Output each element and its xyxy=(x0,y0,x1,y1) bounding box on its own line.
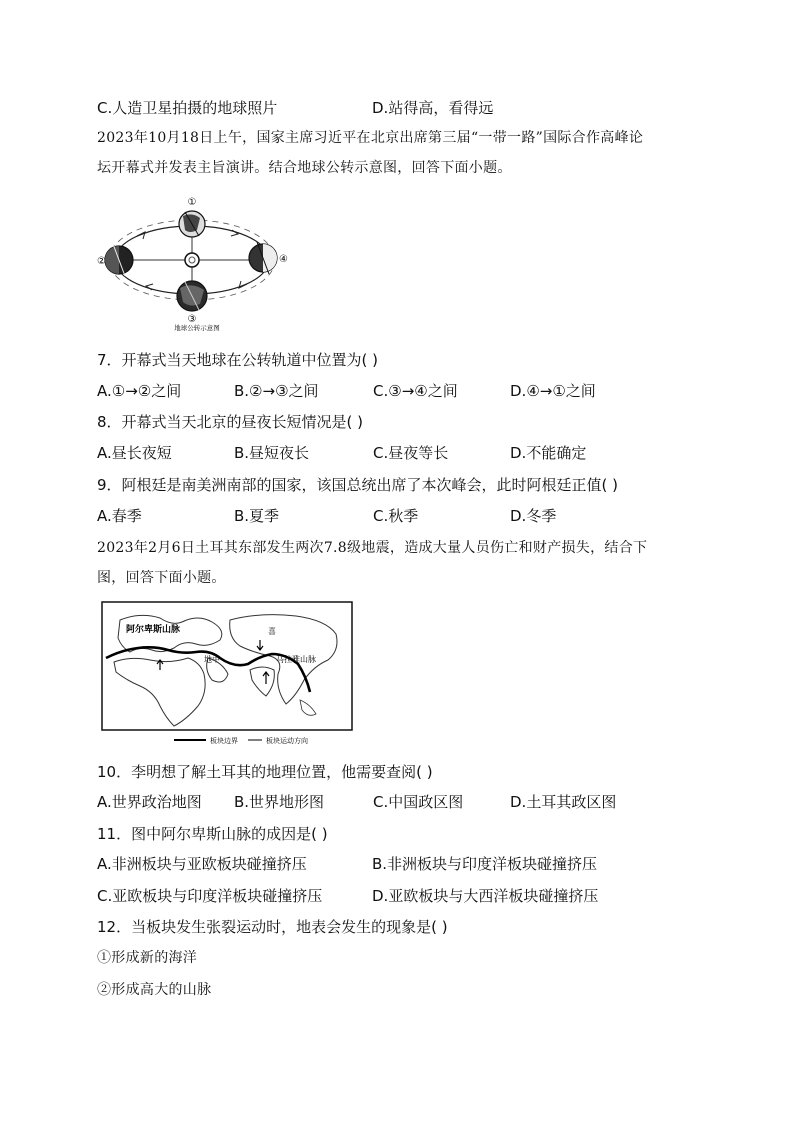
q12-item-1: ①形成新的海洋 xyxy=(97,950,198,966)
q9-stem: 9．阿根廷是南美洲南部的国家，该国总统出席了本次峰会，此时阿根廷正值( ) xyxy=(97,476,619,494)
q8-stem: 8．开幕式当天北京的昼夜长短情况是( ) xyxy=(97,413,364,431)
q7-option-b: B.②→③之间 xyxy=(234,382,319,400)
intro2-line2: 图，回答下面小题。 xyxy=(97,570,226,586)
orbit-caption: 地球公转示意图 xyxy=(174,324,220,332)
q7-option-c: C.③→④之间 xyxy=(373,382,458,400)
orbit-label-4: ④ xyxy=(279,254,288,265)
map-label-himalaya: 马拉雅山脉 xyxy=(276,655,316,664)
q12-item-2: ②形成高大的山脉 xyxy=(97,982,212,998)
q11-option-b: B.非洲板块与印度洋板块碰撞挤压 xyxy=(372,855,598,873)
q8-option-a: A.昼长夜短 xyxy=(97,444,172,462)
q8-option-d: D.不能确定 xyxy=(510,444,587,462)
map-label-xi: 喜 xyxy=(268,627,276,636)
intro1-line1: 2023年10月18日上午，国家主席习近平在北京出席第三届“一带一路”国际合作高峰论 xyxy=(97,130,644,146)
q12-stem: 12．当板块发生张裂运动时，地表会发生的现象是( ) xyxy=(97,918,448,936)
q9-option-a: A.春季 xyxy=(97,507,142,525)
q7-option-d: D.④→①之间 xyxy=(510,382,596,400)
intro2-line1: 2023年2月6日土耳其东部发生两次7.8级地震，造成大量人员伤亡和财产损失，结合下 xyxy=(97,540,648,556)
q10-option-c: C.中国政区图 xyxy=(373,793,464,811)
q10-option-b: B.世界地形图 xyxy=(234,793,325,811)
q8-option-c: C.昼夜等长 xyxy=(373,444,449,462)
intro1-line2: 坛开幕式并发表主旨演讲。结合地球公转示意图，回答下面小题。 xyxy=(97,160,512,176)
q11-stem: 11．图中阿尔卑斯山脉的成因是( ) xyxy=(97,825,328,843)
q7-stem: 7．开幕式当天地球在公转轨道中位置为( ) xyxy=(97,351,379,369)
q7-option-a: A.①→②之间 xyxy=(97,382,182,400)
orbit-label-3: ③ xyxy=(187,314,197,325)
option-c: C.人造卫星拍摄的地球照片 xyxy=(97,99,278,117)
option-d: D.站得高，看得远 xyxy=(372,99,494,117)
q10-stem: 10．李明想了解土耳其的地理位置，他需要查阅( ) xyxy=(97,763,433,781)
q10-option-a: A.世界政治地图 xyxy=(97,793,202,811)
plate-boundary-map xyxy=(100,600,354,746)
q9-option-b: B.夏季 xyxy=(234,507,280,525)
legend-direction: 板块运动方向 xyxy=(266,737,308,745)
q11-option-a: A.非洲板块与亚欧板块碰撞挤压 xyxy=(97,855,307,873)
q9-option-c: C.秋季 xyxy=(373,507,419,525)
q11-option-c: C.亚欧板块与印度洋板块碰撞挤压 xyxy=(97,887,323,905)
q8-option-b: B.昼短夜长 xyxy=(234,444,310,462)
q10-option-d: D.土耳其政区图 xyxy=(510,793,617,811)
map-label-alps: 阿尔卑斯山脉 xyxy=(126,625,181,635)
orbit-label-2: ② xyxy=(97,256,106,267)
legend-boundary: 板块边界 xyxy=(210,737,238,745)
earth-orbit-diagram xyxy=(97,192,297,332)
q9-option-d: D.冬季 xyxy=(510,507,557,525)
orbit-label-1: ① xyxy=(187,197,197,208)
map-label-mediterranean: 地中 xyxy=(204,655,220,664)
q11-option-d: D.亚欧板块与大西洋板块碰撞挤压 xyxy=(372,887,599,905)
